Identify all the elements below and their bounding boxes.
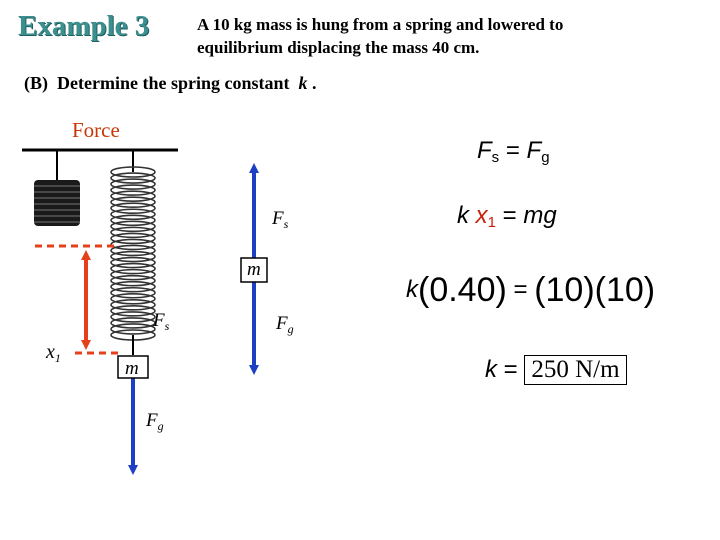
example-title: Example 3 — [18, 10, 150, 42]
spring-coil — [111, 264, 155, 274]
spring-coil — [111, 312, 155, 322]
equation-hooke: k $x_1$ = mg — [457, 202, 557, 231]
spring-coil — [111, 173, 155, 183]
spring-coil — [111, 209, 155, 219]
spring-coil — [111, 282, 155, 292]
gravity-force-label-upper: $F_g$ — [276, 313, 294, 336]
spring-coil — [111, 288, 155, 298]
spring-coil — [111, 197, 155, 207]
spring-coil — [111, 245, 155, 255]
part-variable: k — [298, 73, 308, 93]
equation-substitution: k(0.40) = (10)(10) — [406, 271, 656, 309]
equation-force-balance: $F_s = F_g$ — [477, 137, 550, 166]
free-body-mass-label: m — [247, 259, 261, 280]
spring-coil — [111, 252, 155, 262]
spring-coil — [111, 300, 155, 310]
compressed-spring — [34, 150, 80, 226]
spring-coil — [111, 221, 155, 231]
problem-line-2: equilibrium displacing the mass 40 cm. — [197, 38, 480, 57]
spring-coil — [111, 324, 155, 334]
hanging-mass-label: m — [125, 358, 139, 379]
spring-force-label-lower: $F_s$ — [153, 310, 170, 333]
spring-coil — [111, 215, 155, 225]
spring-coil — [111, 294, 155, 304]
problem-line-1: A 10 kg mass is hung from a spring and lowered to — [197, 15, 564, 34]
part-prefix: (B) Determine the spring constant — [24, 73, 299, 93]
spring-coil — [111, 270, 155, 280]
stretched-spring — [111, 150, 155, 340]
result-box: 250 N/m — [524, 355, 626, 385]
spring-coil — [111, 203, 155, 213]
spring-coil — [111, 258, 155, 268]
force-label: Force — [72, 118, 120, 142]
part-suffix: . — [307, 73, 317, 93]
spring-coil — [111, 306, 155, 316]
equation-result: k = 250 N/m — [485, 355, 627, 385]
spring-coil — [111, 233, 155, 243]
spring-coil — [111, 179, 155, 189]
spring-coil — [111, 276, 155, 286]
spring-force-label-upper: $F_s$ — [272, 208, 289, 231]
displacement-label: $x_1$ — [46, 341, 61, 365]
gravity-force-label-lower: $F_g$ — [146, 410, 164, 433]
spring-coil — [111, 191, 155, 201]
spring-coil — [111, 185, 155, 195]
spring-coil — [111, 227, 155, 237]
spring-coil — [111, 239, 155, 249]
spring-coil — [111, 318, 155, 328]
